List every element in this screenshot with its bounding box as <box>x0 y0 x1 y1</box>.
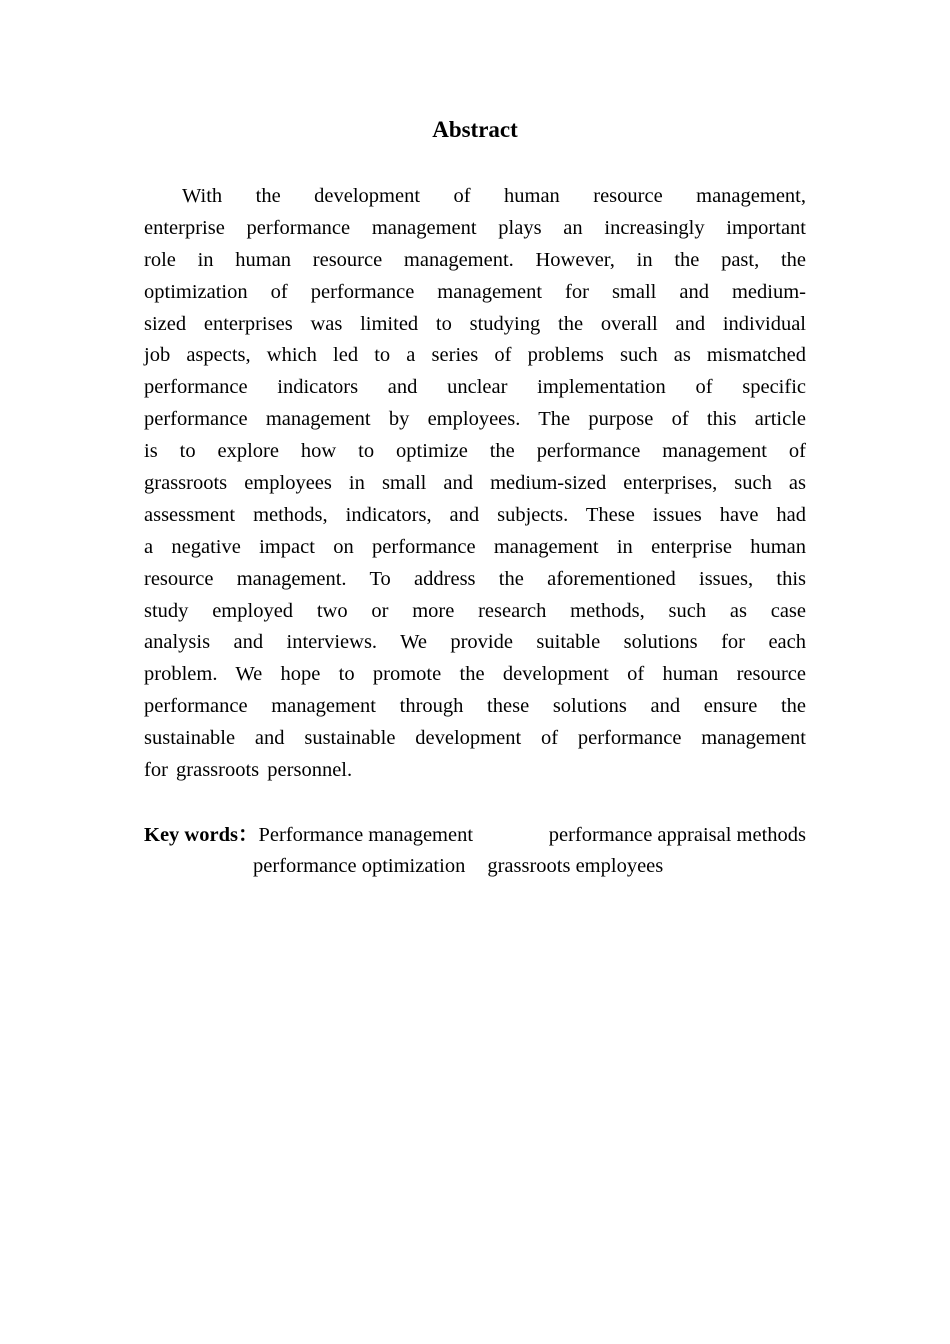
abstract-title: Abstract <box>432 117 518 142</box>
abstract-line: for grassroots personnel. <box>144 759 353 782</box>
abstract-line: job aspects, which led to a series of problems such as mismatched <box>144 344 806 367</box>
keywords-label: Key words： <box>144 824 259 846</box>
abstract-line: resource management. To address the aforementioned issues, this <box>144 567 806 590</box>
abstract-line: performance management by employees. The purpose of this article <box>144 408 806 431</box>
abstract-line: performance management through these solutions and ensure the <box>144 695 806 718</box>
abstract-line: role in human resource management. However, in the past, the <box>144 248 806 271</box>
keyword: performance appraisal methods <box>548 824 806 846</box>
abstract-line: a negative impact on performance management in enterprise human <box>144 535 806 558</box>
abstract-line: performance indicators and unclear implementation of specific <box>144 376 806 399</box>
abstract-line: is to explore how to optimize the performance management of <box>144 440 806 463</box>
abstract-line: grassroots employees in small and medium-sized enterprises, such as <box>144 472 806 495</box>
keyword: grassroots employees <box>487 855 664 877</box>
abstract-line: sustainable and sustainable development of performance management <box>144 727 806 750</box>
abstract-line: With the development of human resource management, <box>182 185 806 207</box>
abstract-line: sized enterprises was limited to studying the overall and individual <box>144 312 806 335</box>
keyword: Performance management <box>258 824 474 846</box>
keywords-section <box>144 820 806 882</box>
abstract-line: enterprise performance management plays an increasingly important <box>144 216 806 239</box>
abstract-line: study employed two or more research methods, such as case <box>144 599 806 622</box>
abstract-body <box>144 181 806 787</box>
abstract-line: optimization of performance management for small and medium- <box>144 280 806 303</box>
abstract-line: analysis and interviews. We provide suitable solutions for each <box>144 631 806 654</box>
keyword: performance optimization <box>253 855 466 877</box>
abstract-line: assessment methods, indicators, and subjects. These issues have had <box>144 503 806 526</box>
abstract-line: problem. We hope to promote the development of human resource <box>144 663 806 686</box>
